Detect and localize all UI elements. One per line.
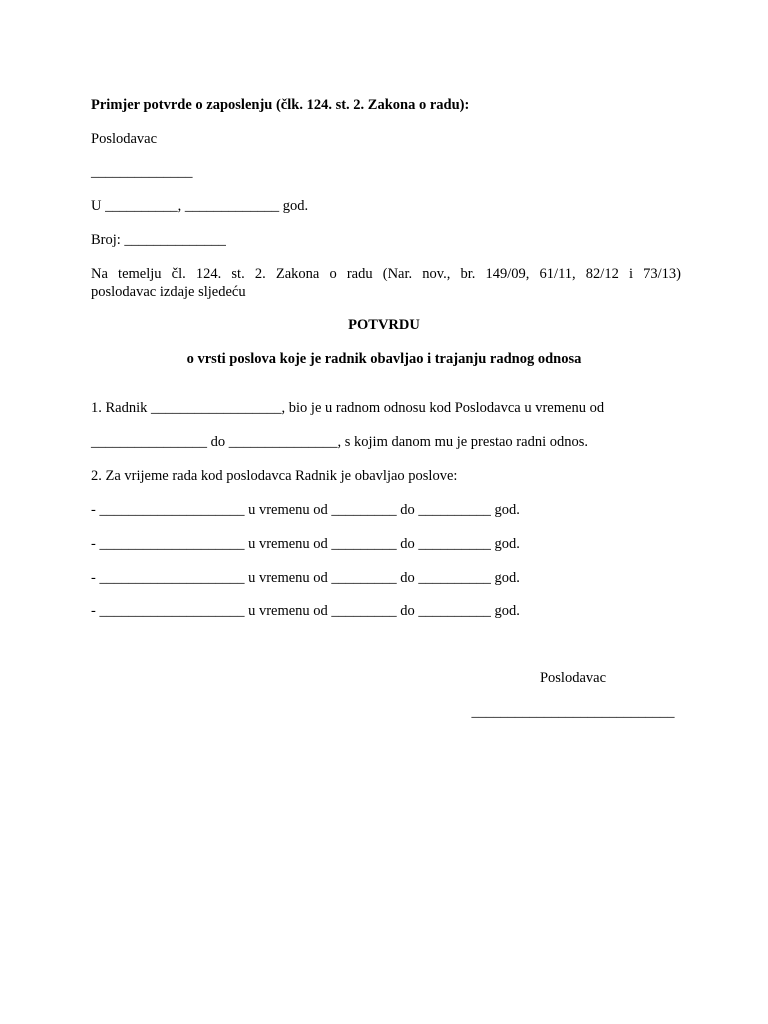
place-date-line: U __________, _____________ god.	[91, 198, 309, 214]
item1-line-1: 1. Radnik __________________, bio je u radnom odnosu kod Poslodavca u vremenu od	[91, 400, 605, 416]
intro-line-1: Na temelju čl. 124. st. 2. Zakona o radu (Nar. nov., br. 149/09, 61/11, 82/12 i 73/13)	[91, 266, 681, 282]
intro-line-2: poslodavac izdaje sljedeću	[91, 284, 246, 300]
job-line: - ____________________ u vremenu od _________ do __________ god.	[91, 536, 520, 552]
document-heading: Primjer potvrde o zaposlenju (člk. 124. st. 2. Zakona o radu):	[91, 97, 470, 113]
job-line: - ____________________ u vremenu od _________ do __________ god.	[91, 603, 520, 619]
job-line: - ____________________ u vremenu od _________ do __________ god.	[91, 502, 520, 518]
document-title: POTVRDU	[348, 317, 420, 333]
item1-line-2: ________________ do _______________, s kojim danom mu je prestao radni odnos.	[91, 434, 588, 450]
employer-blank: ______________	[91, 164, 193, 180]
job-line: - ____________________ u vremenu od _________ do __________ god.	[91, 570, 520, 586]
employer-label: Poslodavac	[91, 131, 158, 147]
signature-label: Poslodavac	[539, 670, 607, 686]
document-subtitle: o vrsti poslova koje je radnik obavljao i trajanju radnog odnosa	[186, 351, 582, 367]
item2-intro: 2. Za vrijeme rada kod poslodavca Radnik je obavljao poslove:	[91, 468, 458, 484]
number-line: Broj: ______________	[91, 232, 226, 248]
signature-blank: ____________________________	[471, 704, 675, 720]
